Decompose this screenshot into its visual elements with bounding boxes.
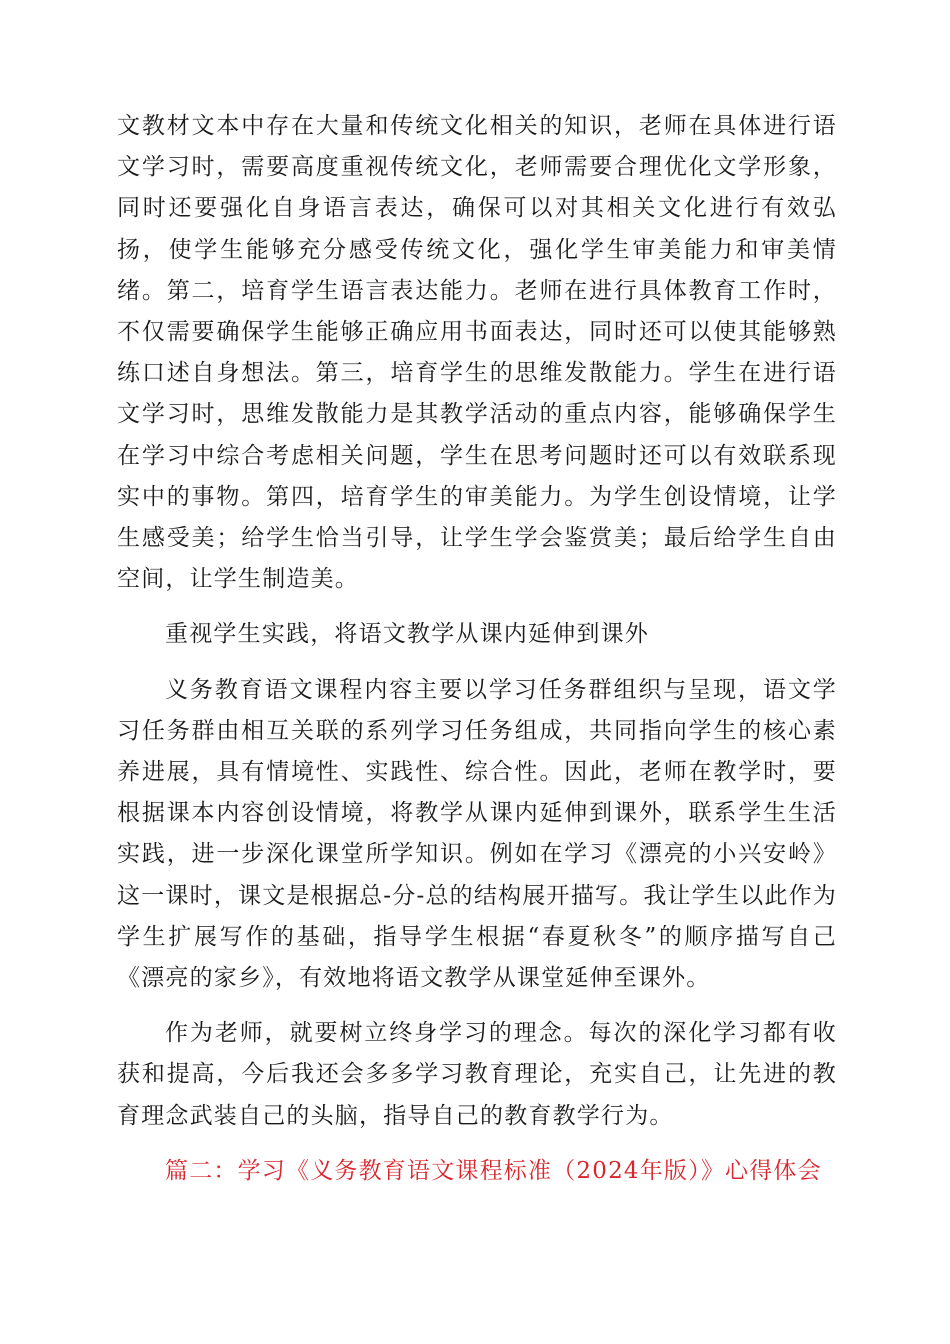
body-paragraph: 义务教育语文课程内容主要以学习任务群组织与呈现，语文学习任务群由相互关联的系列学习任务组成，共同指向学生的核心素养进展，具有情境性、实践性、综合性。因此，老师在教学时，要根据课本内容创设情境，将教学从课内延伸到课外，联系学生生活实践，进一步深化课堂所学知识。例如在学习《漂亮的小兴安岭》这一课时，课文是根据总-分-总的结构展开描写。我让学生以此作为学生扩展写作的基础，指导学生根据“春夏秋冬”的顺序描写自己《漂亮的家乡》，有效地将语文教学从课堂延伸至课外。	[117, 676, 837, 992]
section-heading: 重视学生实践，将语文教学从课内延伸到课外	[165, 621, 649, 648]
document-page	[117, 106, 837, 1192]
closing-paragraph: 作为老师，就要树立终身学习的理念。每次的深化学习都有收获和提高，今后我还会多多学习教育理论，充实自己，让先进的教育理念武装自己的头脑，指导自己的教育教学行为。	[117, 1020, 837, 1129]
body-paragraph-continued: 文教材文本中存在大量和传统文化相关的知识，老师在具体进行语文学习时，需要高度重视传统文化，老师需要合理优化文学形象，同时还要强化自身语言表达，确保可以对其相关文化进行有效弘扬，使学生能够充分感受传统文化，强化学生审美能力和审美情绪。第二，培育学生语言表达能力。老师在进行具体教育工作时，不仅需要确保学生能够正确应用书面表达，同时还可以使其能够熟练口述自身想法。第三，培育学生的思维发散能力。学生在进行语文学习时，思维发散能力是其教学活动的重点内容，能够确保学生在学习中综合考虑相关问题，学生在思考问题时还可以有效联系现实中的事物。第四，培育学生的审美能力。为学生创设情境，让学生感受美；给学生恰当引导，让学生学会鉴赏美；最后给学生自由空间，让学生制造美。	[117, 113, 837, 593]
next-article-title: 篇二：学习《义务教育语文课程标准（2024年版）》心得体会	[165, 1157, 822, 1184]
